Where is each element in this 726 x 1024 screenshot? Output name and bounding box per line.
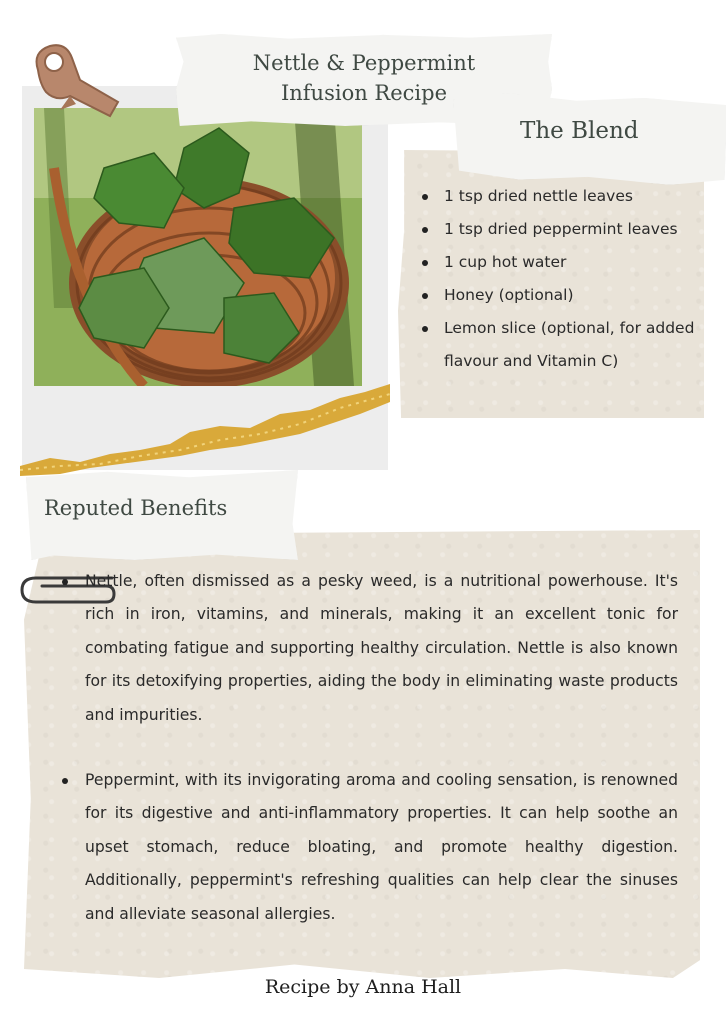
gold-torn-strip [20, 384, 390, 476]
blend-item: 1 tsp dried nettle leaves [418, 180, 708, 213]
benefits-heading: Reputed Benefits [44, 496, 228, 520]
blend-item: 1 tsp dried peppermint leaves [418, 213, 708, 246]
blend-item: 1 cup hot water [418, 246, 708, 279]
blend-list [418, 180, 708, 378]
recipe-credit: Recipe by Anna Hall [264, 976, 462, 998]
title-line-2: Infusion Recipe [280, 81, 448, 105]
benefits-list [58, 565, 678, 931]
blend-item: Honey (optional) [418, 279, 708, 312]
benefit-item: Peppermint, with its invigorating aroma and cooling sensation, is renowned for its digestive and anti-inflammatory properties. It can help soothe an upset stomach, reduce bloating, and promote healthy digestion. Additionally, peppermint's refreshing qualities can help clear the sinuses and alleviate seasonal allergies. [58, 764, 678, 931]
nettle-basket-photo [34, 108, 362, 386]
benefit-item: Nettle, often dismissed as a pesky weed, is a nutritional powerhouse. It's rich in iron, vitamins, and minerals, making it an excellent tonic for combating fatigue and supporting healthy circulation. Nettle is also known for its detoxifying properties, aiding the body in eliminating waste products and impurities. [58, 565, 678, 732]
paper-clip-icon [30, 40, 124, 124]
blend-item: Lemon slice (optional, for added flavour and Vitamin C) [418, 312, 708, 378]
title-line-1: Nettle & Peppermint [252, 51, 476, 75]
blend-heading: The Blend [520, 118, 639, 144]
